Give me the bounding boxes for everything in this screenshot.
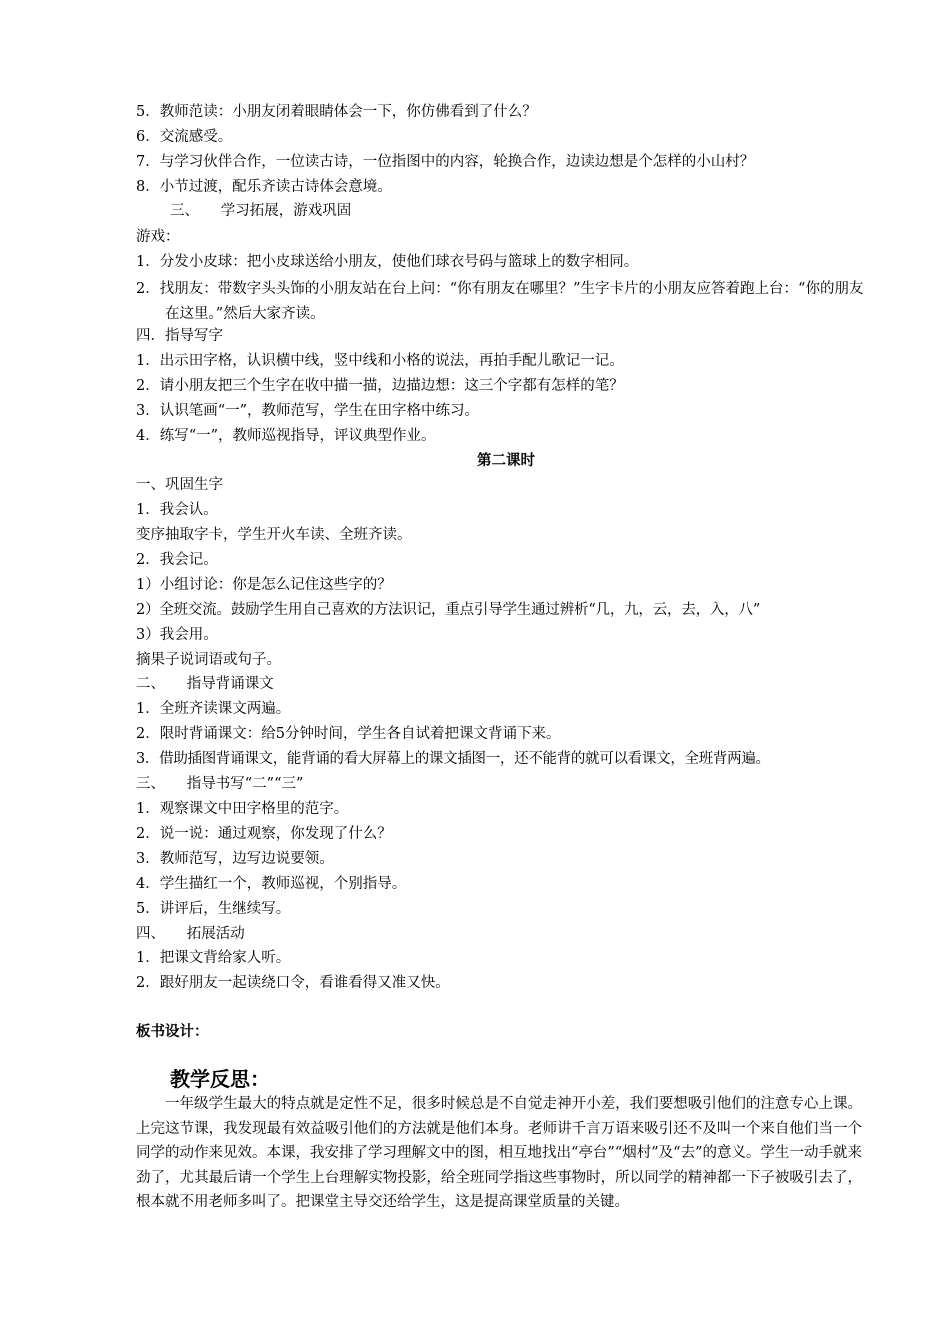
- text-line: 1．分发小皮球：把小皮球送给小朋友，使他们球衣号码与篮球上的数字相同。: [136, 254, 639, 270]
- reflection-title: 教学反思：: [170, 1067, 270, 1091]
- section-heading: 三、 指导书写“二”“三”: [136, 776, 304, 792]
- text-line: 1．我会认。: [136, 502, 218, 518]
- text-line: 1）小组讨论：你是怎么记住这些字的？: [136, 577, 392, 593]
- text-line: 2）全班交流。鼓励学生用自己喜欢的方法识记，重点引导学生通过辨析“几，九，云，去，入，八”: [136, 602, 761, 618]
- text-line: 2．请小朋友把三个生字在收中描一描，边描边想：这三个字都有怎样的笔？: [136, 378, 624, 394]
- text-line: 变序抽取字卡，学生开火车读、全班齐读。: [136, 527, 412, 543]
- section-heading: 四．指导写字: [136, 328, 223, 344]
- board-design-label: 板书设计：: [136, 1024, 209, 1040]
- text-line: 1．出示田字格，认识横中线，竖中线和小格的说法，再拍手配儿歌记一记。: [136, 353, 624, 369]
- section-heading: 二、 指导背诵课文: [136, 676, 274, 692]
- text-line: 1．把课文背给家人听。: [136, 950, 291, 966]
- reflection-body: 一年级学生最大的特点就是定性不足，很多时候总是不自觉走神开小差，我们要想吸引他们的注意专心上课。上完这节课，我发现最有效益吸引他们的方法就是他们本身。老师讲千言万语来吸引还不及叫一个来自他们当一个同学的动作来见效。本课，我安排了学习理解文中的图，相互地找出“亭台”“烟村”及“去”的意义。学生一动手就来劲了，尤其最后请一个学生上台理解实物投影，给全班同学指这些事物时，所以同学的精神都一下子被吸引去了，根本就不用老师多叫了。把课堂主导交还给学生，这是提高课堂质量的关键。: [136, 1096, 862, 1211]
- text-line: 3）我会用。: [136, 627, 218, 643]
- text-line: 7．与学习伙伴合作，一位读古诗，一位指图中的内容，轮换合作，边读边想是个怎样的小山村？: [136, 154, 755, 170]
- text-line: 3．教师范写，边写边说要领。: [136, 851, 334, 867]
- text-line: 2．找朋友：带数字头头饰的小朋友站在台上问：“你有朋友在哪里？”生字卡片的小朋友应答着跑上台：“你的朋友在这里。”然后大家齐读。: [136, 281, 864, 322]
- text-line: 5．讲评后，生继续写。: [136, 901, 291, 917]
- section-heading: 一、巩固生字: [136, 477, 223, 493]
- text-line: 游戏：: [136, 229, 180, 245]
- text-line: 2．说一说：通过观察，你发现了什么？: [136, 826, 392, 842]
- text-line: 4．学生描红一个，教师巡视，个别指导。: [136, 876, 407, 892]
- text-line: 1．全班齐读课文两遍。: [136, 701, 291, 717]
- section-heading: 四、 拓展活动: [136, 926, 245, 942]
- text-line: 5．教师范读：小朋友闭着眼睛体会一下，你仿佛看到了什么？: [136, 104, 537, 120]
- text-line: 3．认识笔画“一”，教师范写，学生在田字格中练习。: [136, 403, 480, 419]
- text-line: 3．借助插图背诵课文，能背诵的看大屏幕上的课文插图一，还不能背的就可以看课文，全班背两遍。: [136, 751, 770, 767]
- text-line: 4．练写“一”，教师巡视指导，评议典型作业。: [136, 428, 436, 444]
- lesson-title: 第二课时: [477, 453, 535, 469]
- text-line: 2．跟好朋友一起读绕口令，看谁看得又准又快。: [136, 975, 450, 991]
- text-line: 8．小节过渡，配乐齐读古诗体会意境。: [136, 179, 392, 195]
- text-line: 1．观察课文中田字格里的范字。: [136, 801, 349, 817]
- text-line: 6．交流感受。: [136, 129, 233, 145]
- text-line: 2．限时背诵课文：给5分钟时间，学生各自试着把课文背诵下来。: [136, 726, 561, 742]
- text-line: 2．我会记。: [136, 552, 218, 568]
- section-heading: 三、 学习拓展，游戏巩固: [170, 203, 352, 219]
- text-line: 摘果子说词语或句子。: [136, 652, 281, 668]
